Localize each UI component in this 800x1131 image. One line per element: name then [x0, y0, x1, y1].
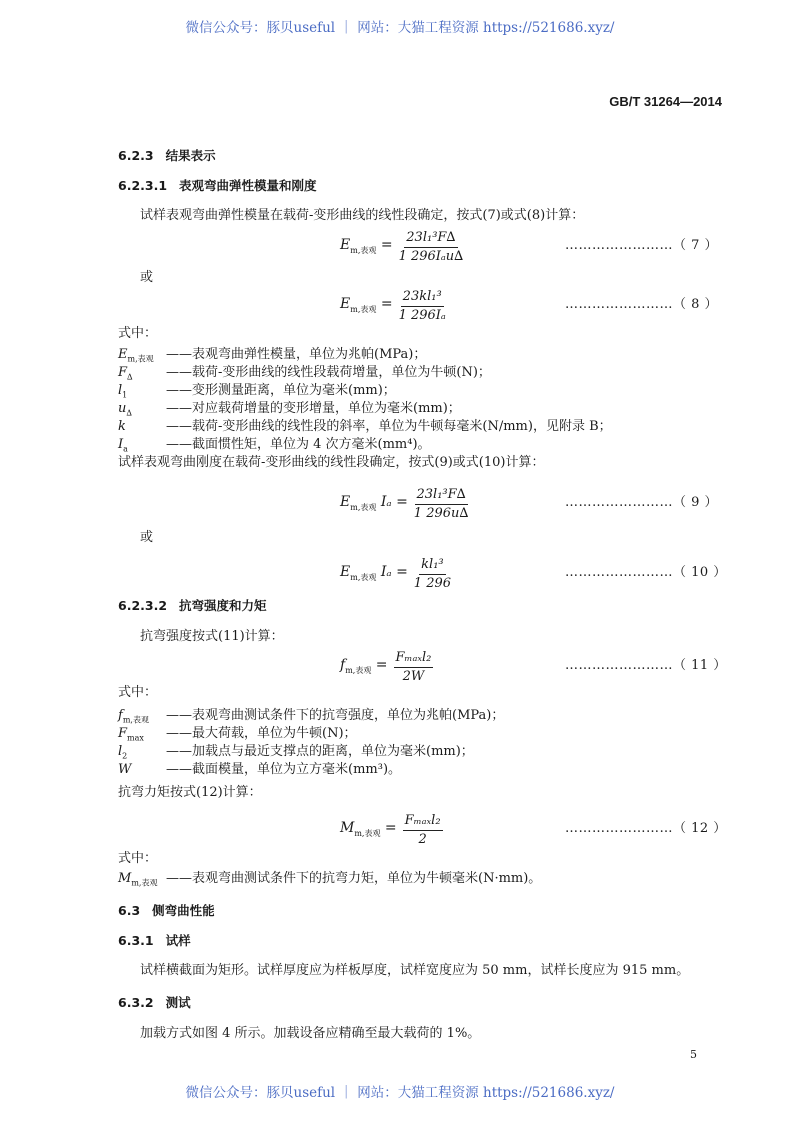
- formula-subscript: m,表观: [354, 828, 381, 838]
- section-6-3: [118, 903, 215, 919]
- symbol-main: F: [118, 365, 128, 380]
- equation-number: ……………………（ 11 ）: [565, 658, 727, 673]
- or-text: 或: [140, 270, 154, 285]
- formula-lhs: [340, 564, 408, 586]
- where-label: 式中：: [118, 851, 158, 866]
- formula-lhs: [340, 657, 388, 679]
- formula-fraction: [414, 487, 469, 522]
- symbol-main: E: [118, 347, 128, 362]
- equation-number: ……………………（ 9 ）: [565, 495, 719, 510]
- definition-text: ——载荷-变形曲线的线性段载荷增量，单位为牛顿(N)；: [166, 365, 491, 380]
- equation-number: ……………………（ 12 ）: [565, 821, 727, 836]
- formula-numerator: 23kl₁³: [401, 289, 444, 307]
- definition-text: ——加载点与最近支撑点的距离，单位为毫米(mm)；: [166, 744, 474, 759]
- section-title: 结果表示: [165, 148, 216, 163]
- symbol-subscript: ∆: [126, 408, 132, 418]
- symbol-subscript: max: [127, 733, 144, 743]
- formula-symbol: E: [340, 295, 351, 312]
- formula-numerator: 23l₁³F∆: [404, 230, 457, 248]
- section-6-3-1: [118, 933, 191, 949]
- symbol-main: f: [118, 708, 123, 723]
- formula: [340, 230, 463, 265]
- formula-numerator: kl₁³: [419, 557, 445, 575]
- section-number: 6.3.1: [118, 933, 154, 948]
- formula: [340, 487, 468, 522]
- paragraph: 抗弯强度按式(11)计算：: [140, 629, 284, 644]
- formula-symbol: E: [340, 563, 351, 580]
- watermark-top: 微信公众号：豚贝useful ｜ 网站：大猫工程资源 https://521686.xyz/: [185, 20, 615, 36]
- symbol-main: k: [118, 419, 126, 434]
- formula: [340, 289, 446, 324]
- symbol-main: u: [118, 401, 127, 416]
- formula-fraction: [399, 230, 464, 265]
- formula-denominator: 1 296Iₐu∆: [398, 249, 464, 264]
- definition-item: [118, 871, 541, 892]
- definition-text: ——截面惯性矩，单位为 4 次方毫米(mm⁴)。: [166, 437, 431, 452]
- formula-denominator: 1 296: [413, 576, 452, 591]
- symbol-main: I: [118, 437, 124, 452]
- formula-lhs-tail: Iₐ =: [376, 563, 408, 580]
- symbol-subscript: m,表观: [131, 878, 158, 888]
- definition-text: ——对应载荷增量的变形增量，单位为毫米(mm)；: [166, 401, 461, 416]
- standard-number-header: GB/T 31264—2014: [609, 94, 722, 109]
- paragraph: 加载方式如图 4 所示。加载设备应精确至最大载荷的 1%。: [140, 1026, 481, 1041]
- definition-text: ——表观弯曲测试条件下的抗弯力矩，单位为牛顿毫米(N·mm)。: [166, 871, 542, 886]
- section-title: 试样: [165, 933, 191, 948]
- formula-fraction: [399, 289, 446, 324]
- section-6-3-2: [118, 995, 191, 1011]
- definition-text: ——载荷-变形曲线的线性段的斜率，单位为牛顿每毫米(N/mm)，见附录 B；: [166, 419, 612, 434]
- equation-number: ……………………（ 8 ）: [565, 297, 719, 312]
- watermark-bottom: 微信公众号：豚贝useful ｜ 网站：大猫工程资源 https://521686.xyz/: [185, 1085, 615, 1101]
- formula-symbol: E: [340, 236, 351, 253]
- formula: [340, 813, 443, 848]
- symbol-subscript: a: [123, 444, 128, 454]
- paragraph: 试样表观弯曲弹性模量在载荷-变形曲线的线性段确定，按式(7)或式(8)计算：: [140, 208, 585, 223]
- formula: [340, 557, 451, 592]
- symbol-main: l: [118, 744, 123, 759]
- formula-numerator: 23l₁³F∆: [415, 487, 468, 505]
- formula-lhs: [340, 494, 408, 516]
- formula-lhs: [340, 820, 397, 842]
- section-number: 6.2.3.1: [118, 178, 168, 193]
- or-text: 或: [140, 530, 154, 545]
- section-number: 6.3.2: [118, 995, 154, 1010]
- section-title: 侧弯曲性能: [152, 903, 215, 918]
- formula-symbol: f: [340, 656, 346, 673]
- symbol-main: l: [118, 383, 123, 398]
- symbol-main: F: [118, 726, 128, 741]
- definition-symbol: [118, 871, 166, 892]
- section-6-2-3-2: [118, 598, 267, 614]
- formula-denominator: 2W: [402, 669, 425, 684]
- definition-symbol: [118, 762, 166, 783]
- paragraph: 抗弯力矩按式(12)计算：: [118, 785, 262, 800]
- formula-subscript: m,表观: [350, 304, 377, 314]
- definition-text: ——最大荷载，单位为牛顿(N)；: [166, 726, 357, 741]
- formula-lhs-tail: =: [371, 656, 388, 673]
- formula-lhs: [340, 296, 393, 318]
- symbol-main: W: [118, 762, 132, 777]
- formula-subscript: m,表观: [350, 502, 377, 512]
- formula-numerator: Fₘₐₓl₂: [394, 650, 434, 668]
- formula-fraction: [414, 557, 451, 592]
- equation-number: ……………………（ 10 ）: [565, 565, 727, 580]
- formula: [340, 650, 433, 685]
- section-title: 抗弯强度和力矩: [179, 598, 267, 613]
- symbol-subscript: 1: [122, 390, 128, 400]
- section-number: 6.3: [118, 903, 141, 918]
- section-number: 6.2.3: [118, 148, 154, 163]
- formula-subscript: m,表观: [350, 572, 377, 582]
- formula-denominator: 1 296u∆: [413, 506, 469, 521]
- formula-numerator: Fₘₐₓl₂: [403, 813, 443, 831]
- formula-symbol: E: [340, 493, 351, 510]
- symbol-subscript: 2: [122, 751, 128, 761]
- symbol-main: M: [118, 871, 132, 886]
- formula-symbol: M: [340, 819, 355, 836]
- formula-lhs-tail: =: [380, 819, 397, 836]
- section-6-2-3: [118, 148, 216, 164]
- paragraph: 试样横截面为矩形。试样厚度应为样板厚度，试样宽度应为 50 mm，试样长度应为 915 mm。: [140, 963, 690, 978]
- formula-subscript: m,表观: [350, 245, 377, 255]
- symbol-subscript: m,表观: [127, 354, 154, 364]
- definition-text: ——表观弯曲测试条件下的抗弯强度，单位为兆帕(MPa)；: [166, 708, 505, 723]
- page-number: 5: [690, 1048, 697, 1061]
- definition-text: ——变形测量距离，单位为毫米(mm)；: [166, 383, 396, 398]
- section-title: 表观弯曲弹性模量和刚度: [179, 178, 317, 193]
- formula-lhs-tail: Iₐ =: [376, 493, 408, 510]
- formula-fraction: [403, 813, 443, 848]
- symbol-subscript: ∆: [127, 372, 133, 382]
- formula-lhs-tail: =: [376, 295, 393, 312]
- where-label: 式中：: [118, 326, 158, 341]
- formula-denominator: 1 296Iₐ: [398, 308, 446, 323]
- section-title: 测试: [165, 995, 191, 1010]
- formula-lhs: [340, 237, 393, 259]
- definition-text: ——表观弯曲弹性模量，单位为兆帕(MPa)；: [166, 347, 427, 362]
- formula-lhs-tail: =: [376, 236, 393, 253]
- definition-item: [118, 762, 401, 783]
- definition-text: ——截面模量，单位为立方毫米(mm³)。: [166, 762, 402, 777]
- where-label: 式中：: [118, 685, 158, 700]
- paragraph: 试样表观弯曲刚度在载荷-变形曲线的线性段确定，按式(9)或式(10)计算：: [118, 455, 545, 470]
- section-6-2-3-1: [118, 178, 317, 194]
- symbol-subscript: m,表观: [122, 715, 149, 725]
- equation-number: ……………………（ 7 ）: [565, 238, 719, 253]
- formula-subscript: m,表观: [345, 665, 372, 675]
- formula-denominator: 2: [418, 832, 427, 847]
- formula-fraction: [394, 650, 434, 685]
- section-number: 6.2.3.2: [118, 598, 168, 613]
